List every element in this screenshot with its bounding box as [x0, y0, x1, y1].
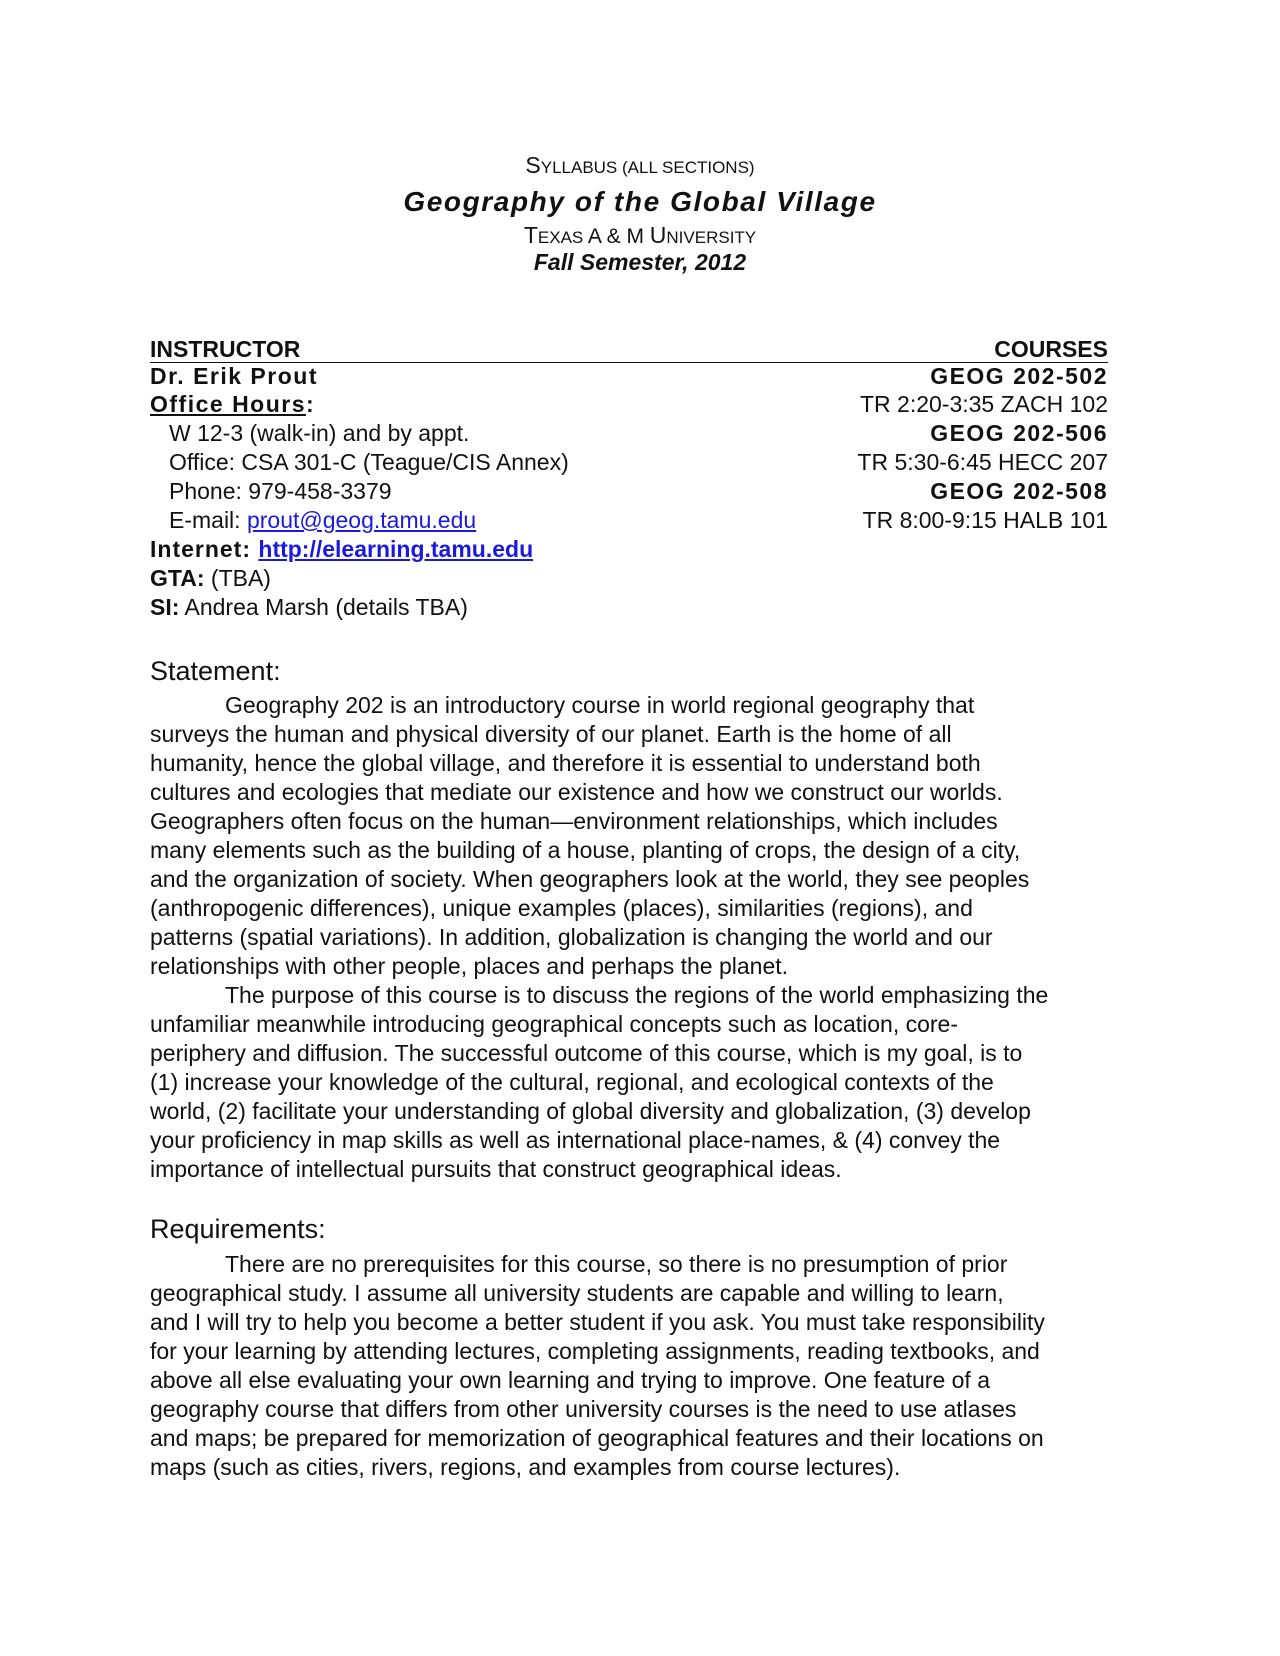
office-hours-value: W 12-3 (walk-in) and by appt. [169, 420, 470, 446]
statement-line: and the organization of society. When geographers look at the world, they see peoples [150, 866, 1030, 892]
statement-line: many elements such as the building of a house, planting of crops, the design of a city, [150, 837, 1021, 863]
univ-u: U [649, 222, 667, 248]
requirements-line: above all else evaluating your own learning and trying to improve. One feature of a [150, 1367, 991, 1393]
email-row [169, 507, 476, 534]
university-name [0, 222, 1280, 249]
syllabus-first-letter: S [525, 152, 541, 178]
info-header [150, 336, 1108, 363]
course-time: TR 8:00-9:15 HALB 101 [862, 507, 1108, 533]
semester: Fall Semester, 2012 [533, 249, 747, 275]
statement-heading: Statement: [150, 656, 281, 686]
statement-line: importance of intellectual pursuits that construct geographical ideas. [150, 1156, 842, 1182]
gta-value: (TBA) [204, 565, 271, 591]
office-hours-label: Office Hours [150, 391, 307, 417]
email-label: E-mail: [169, 507, 247, 533]
syllabus-word: YLLABUS ( [540, 158, 628, 177]
si-label: SI: [150, 594, 180, 620]
course-title: Geography of the Global Village [403, 186, 877, 217]
statement-line: Geography 202 is an introductory course in world regional geography that [225, 692, 975, 718]
course-time: TR 2:20-3:35 ZACH 102 [859, 391, 1108, 417]
office-location: Office: CSA 301-C (Teague/CIS Annex) [169, 449, 569, 475]
univ-niversity: NIVERSITY [666, 228, 757, 247]
instructor-name: Dr. Erik Prout [150, 363, 318, 389]
requirements-heading: Requirements: [150, 1214, 326, 1244]
statement-line: unfamiliar meanwhile introducing geographical concepts such as location, core- [150, 1011, 958, 1037]
phone-number: Phone: 979-458-3379 [169, 478, 392, 504]
requirements-line: There are no prerequisites for this course, so there is no presumption of prior [225, 1251, 1008, 1277]
si-row [150, 594, 468, 621]
internet-link[interactable]: http://elearning.tamu.edu [258, 536, 534, 562]
statement-line: patterns (spatial variations). In addition, globalization is changing the world and our [150, 924, 993, 950]
gta-row [150, 565, 271, 592]
instructor-heading: INSTRUCTOR [150, 336, 301, 362]
syllabus-heading [0, 152, 1280, 179]
requirements-line: and maps; be prepared for memorization of geographical features and their locations on [150, 1425, 1044, 1451]
univ-exas: EXAS [537, 228, 584, 247]
statement-line: your proficiency in map skills as well as international place-names, & (4) convey the [150, 1127, 1001, 1153]
statement-line: surveys the human and physical diversity of our planet. Earth is the home of all [150, 721, 952, 747]
statement-line: (1) increase your knowledge of the cultural, regional, and ecological contexts of the [150, 1069, 994, 1095]
statement-line: relationships with other people, places and perhaps the planet. [150, 953, 789, 979]
statement-line: cultures and ecologies that mediate our existence and how we construct our worlds. [150, 779, 1003, 805]
statement-line: periphery and diffusion. The successful outcome of this course, which is my goal, is to [150, 1040, 1023, 1066]
statement-line: world, (2) facilitate your understanding of global diversity and globalization, (3) develop [150, 1098, 1031, 1124]
course-code: GEOG 202-508 [930, 478, 1108, 504]
requirements-line: maps (such as cities, rivers, regions, and examples from course lectures). [150, 1454, 901, 1480]
requirements-line: geography course that differs from other university courses is the need to use atlases [150, 1396, 1017, 1422]
requirements-line: for your learning by attending lectures, completing assignments, reading textbooks, and [150, 1338, 1040, 1364]
statement-line: Geographers often focus on the human—environment relationships, which includes [150, 808, 998, 834]
all-sections-label: ALL SECTIONS [627, 158, 749, 177]
requirements-line: and I will try to help you become a better student if you ask. You must take responsibility [150, 1309, 1045, 1335]
requirements-line: geographical study. I assume all university students are capable and willing to learn, [150, 1280, 1004, 1306]
syllabus-close-paren: ) [748, 158, 755, 177]
courses-heading: COURSES [994, 336, 1108, 362]
statement-line: (anthropogenic differences), unique examples (places), similarities (regions), and [150, 895, 973, 921]
statement-line: The purpose of this course is to discuss the regions of the world emphasizing the [225, 982, 1049, 1008]
course-code: GEOG 202-502 [930, 363, 1108, 389]
statement-line: humanity, hence the global village, and therefore it is essential to understand both [150, 750, 981, 776]
univ-t: T [523, 222, 538, 248]
gta-label: GTA: [150, 565, 205, 591]
univ-am: A & M [583, 225, 650, 248]
office-hours-colon: : [306, 391, 316, 417]
si-value: Andrea Marsh (details TBA) [179, 594, 468, 620]
internet-label: Internet: [150, 536, 259, 562]
email-link[interactable]: prout@geog.tamu.edu [246, 507, 477, 533]
course-code: GEOG 202-506 [930, 420, 1108, 446]
internet-row [150, 536, 533, 563]
office-hours-heading [150, 391, 315, 418]
course-time: TR 5:30-6:45 HECC 207 [857, 449, 1108, 475]
